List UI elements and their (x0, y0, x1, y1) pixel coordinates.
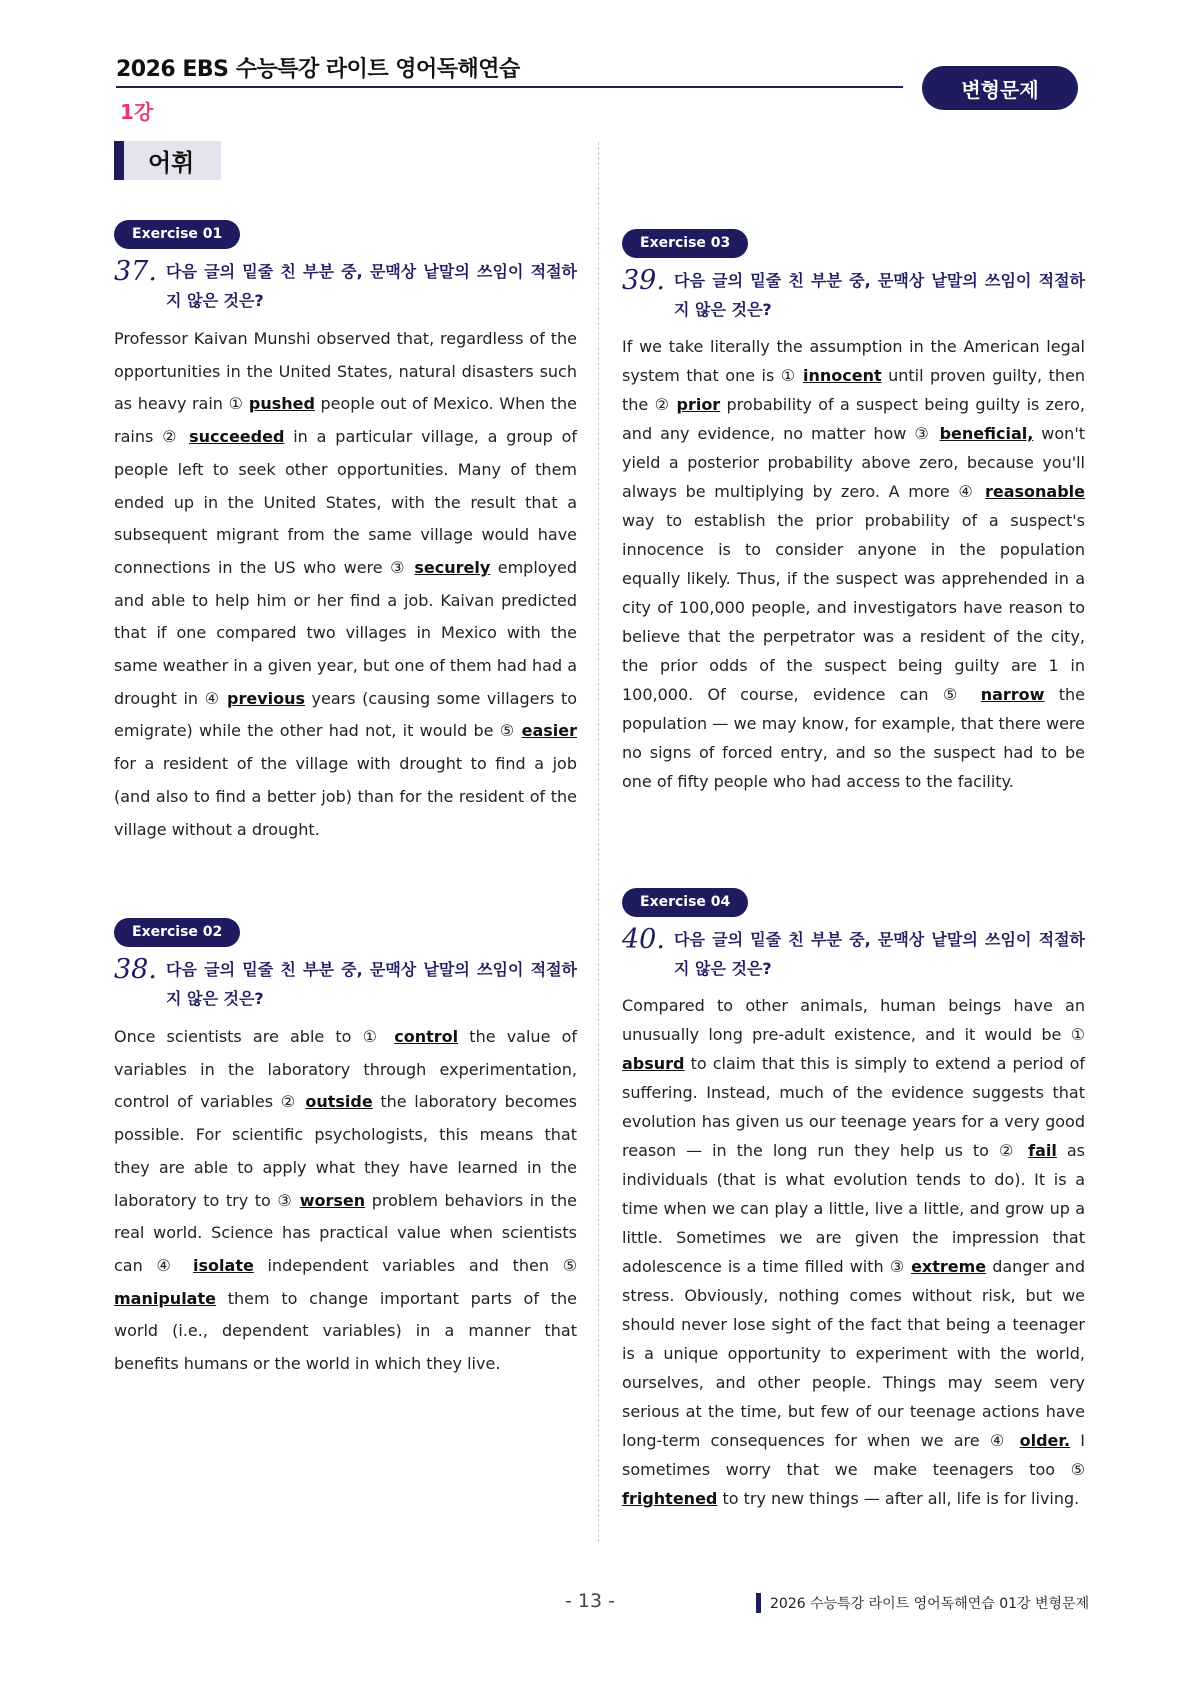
passage-text: to claim that this is simply to extend a period of suffering. Instead, much of the evidence suggests that evolution has given us our teenage years for a very good reason — in the long run they help us to (622, 1054, 1085, 1160)
choice-word: isolate (193, 1255, 254, 1275)
question-header (114, 257, 577, 315)
choice-number: ③ (889, 1257, 906, 1276)
footer-text: 2026 수능특강 라이트 영어독해연습 01강 변형문제 (770, 1596, 1090, 1612)
passage-text: I sometimes worry that we make teenagers too (622, 1431, 1086, 1479)
passage-text: to try new things — after all, life is for living. (717, 1489, 1080, 1508)
choice-word: control (394, 1027, 459, 1046)
passage-text: employed and able to help him or her find a job. Kaivan predicted that if one compared two villages in Mexico with the same weather in a given year, but one of them had had a drought in (114, 557, 578, 708)
choice-number: ⑤ (942, 685, 967, 704)
passage-text: danger and stress. Obviously, nothing comes without risk, but we should never lose sight of the fact that being a teenager is a unique opportunity to experiment with the world, ourselves, and other people. Things may seem very serious at the time, but few of our teenage actions have long-term consequences for when we are (622, 1257, 1086, 1450)
passage-text: people out of Mexico. When the rains (114, 394, 577, 447)
passage-text: until proven guilty, then the (622, 366, 1086, 414)
choice-word: outside (305, 1092, 373, 1112)
section-tab (114, 141, 221, 180)
passage-text: If we take literally the assumption in the American legal system that one is (622, 337, 1085, 385)
type-badge: 변형문제 (922, 66, 1078, 110)
section-tab-bar (114, 141, 124, 180)
choice-number: ① (228, 394, 244, 414)
lesson-label: 1강 (120, 100, 154, 124)
page-number: - 13 - (565, 1590, 615, 1612)
passage (622, 991, 1085, 1513)
passage (114, 1021, 577, 1381)
choice-word: narrow (980, 685, 1045, 704)
choice-word: pushed (248, 394, 315, 414)
choice-word: prior (676, 395, 721, 414)
question-number: 38. (114, 954, 157, 985)
choice-word: previous (226, 688, 305, 708)
passage-text: them to change important parts of the world (i.e., dependent variables) in a manner that benefits humans or the world in which they live. (114, 1288, 577, 1374)
passage (622, 332, 1085, 796)
choice-number: ③ (390, 557, 407, 577)
choice-number: ② (998, 1141, 1019, 1160)
choice-word: absurd (622, 1054, 685, 1073)
passage-text: the laboratory becomes possible. For scientific psychologists, this means that they are able to apply what they have learned in the laboratory to try to (114, 1092, 577, 1210)
choice-number: ③ (914, 424, 932, 443)
question-number: 37. (114, 256, 157, 287)
passage-text: as individuals (that is what evolution tends to do). It is a time when we can play a little, live a little, and grow up a little. Sometimes we are given the impression that adolescence is a time filled with (622, 1141, 1086, 1276)
choice-number: ④ (989, 1431, 1010, 1450)
exercise-04 (622, 888, 1085, 1513)
passage-text: problem behaviors in the real world. Science has practical value when scientists can (114, 1190, 577, 1275)
header-title: 2026 EBS 수능특강 라이트 영어독해연습 (116, 57, 520, 82)
question-text: 다음 글의 밑줄 친 부분 중, 문맥상 낱말의 쓰임이 적절하지 않은 것은? (166, 262, 577, 310)
choice-word: innocent (803, 366, 882, 385)
exercise-02 (114, 918, 577, 1381)
choice-word: beneficial, (939, 424, 1034, 443)
section-title: 어휘 (148, 149, 195, 177)
choice-number: ① (362, 1027, 384, 1046)
footer (756, 1593, 1089, 1613)
choice-word: easier (521, 721, 577, 741)
passage (114, 323, 577, 846)
question-text: 다음 글의 밑줄 친 부분 중, 문맥상 낱말의 쓰임이 적절하지 않은 것은? (674, 271, 1085, 319)
column-divider (598, 142, 599, 1542)
passage-text: independent variables and then (253, 1255, 563, 1275)
question-number: 39. (622, 265, 665, 296)
exercise-01 (114, 220, 577, 846)
choice-number: ⑤ (499, 721, 516, 741)
exercise-badge: Exercise 04 (622, 888, 748, 917)
choice-word: fail (1028, 1141, 1057, 1160)
passage-text: the value of variables in the laboratory through experimentation, control of variables (114, 1027, 578, 1112)
passage-text: way to establish the prior probability of a suspect's innocence is to consider anyone in the population equally likely. Thus, if the suspect was apprehended in a city of 100,000 people, and investigators have reason to believe that the perpetrator was a resident of the city, the prior odds of the suspect being guilty are 1 in 100,000. Of course, evidence can (622, 511, 1085, 704)
choice-number: ② (654, 395, 671, 414)
choice-word: securely (414, 557, 491, 577)
choice-number: ⑤ (562, 1255, 578, 1275)
exercise-03 (622, 229, 1085, 796)
passage-text: Once scientists are able to (114, 1027, 363, 1046)
choice-number: ⑤ (1070, 1460, 1085, 1479)
question-text: 다음 글의 밑줄 친 부분 중, 문맥상 낱말의 쓰임이 적절하지 않은 것은? (674, 930, 1085, 978)
passage-text: in a particular village, a group of people left to seek other opportunities. Many of them ended up in the United States, with the result that a subsequent migrant from the same village would have connections in the US who were (114, 427, 578, 577)
exercise-badge: Exercise 01 (114, 220, 240, 249)
choice-number: ④ (204, 688, 221, 708)
passage-text: the population — we may know, for example, that there were no signs of forced entry, and so the suspect had to be one of fifty people who had access to the facility. (622, 685, 1086, 791)
question-header (114, 955, 577, 1013)
question-header (622, 266, 1085, 324)
choice-number: ④ (156, 1255, 180, 1275)
choice-word: manipulate (114, 1288, 216, 1308)
choice-word: older. (1019, 1431, 1071, 1450)
question-text: 다음 글의 밑줄 친 부분 중, 문맥상 낱말의 쓰임이 적절하지 않은 것은? (166, 960, 577, 1008)
question-header (622, 925, 1085, 983)
header-rule (116, 86, 903, 88)
choice-number: ① (1070, 1025, 1085, 1044)
passage-text: for a resident of the village with drought to find a job (and also to find a better job) than for the resident of the village without a drought. (114, 754, 577, 839)
choice-word: extreme (911, 1257, 987, 1276)
choice-word: succeeded (189, 427, 285, 447)
passage-text: probability of a suspect being guilty is zero, and any evidence, no matter how (622, 395, 1086, 443)
choice-number: ③ (277, 1190, 294, 1210)
passage-text: Compared to other animals, human beings have an unusually long pre-adult existence, and it would be (622, 996, 1085, 1044)
exercise-badge: Exercise 03 (622, 229, 748, 258)
choice-number: ① (780, 366, 797, 385)
choice-number: ④ (958, 482, 977, 501)
choice-word: reasonable (984, 482, 1085, 501)
choice-number: ② (162, 427, 181, 447)
passage-text: years (causing some villagers to emigrate) while the other had not, it would be (114, 688, 578, 741)
choice-number: ② (280, 1092, 298, 1112)
exercise-badge: Exercise 02 (114, 918, 240, 947)
choice-word: frightened (622, 1489, 718, 1508)
footer-bar (756, 1593, 761, 1613)
question-number: 40. (622, 924, 665, 955)
passage-text: won't yield a posterior probability above zero, because you'll always be multiplying by zero. A more (622, 424, 1085, 501)
choice-word: worsen (299, 1190, 366, 1210)
passage-text: Professor Kaivan Munshi observed that, regardless of the opportunities in the United States, natural disasters such as heavy rain (114, 329, 577, 414)
